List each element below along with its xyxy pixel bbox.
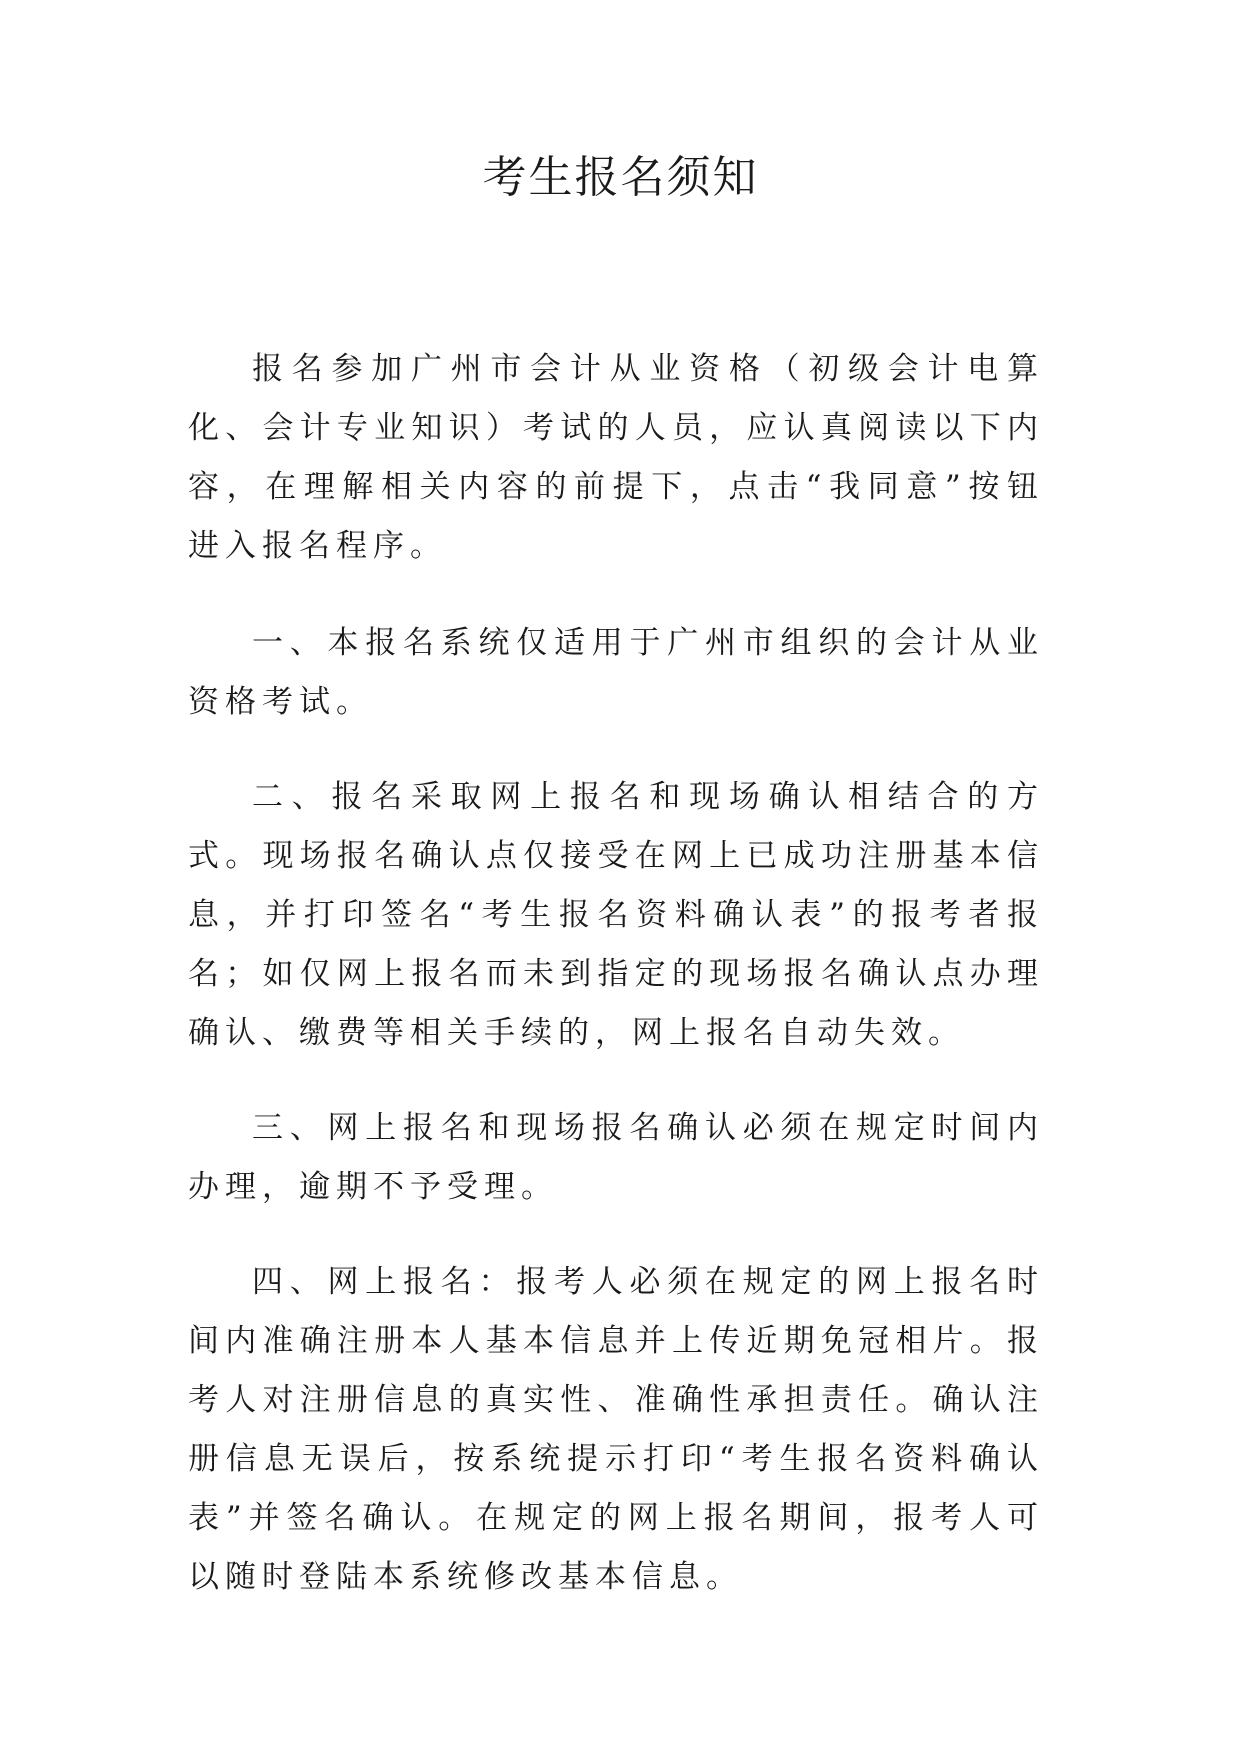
document-title: 考生报名须知 [482, 152, 759, 203]
item-paragraph-1: 一、本报名系统仅适用于广州市组织的会计从业资格考试。 [188, 625, 1044, 720]
intro-paragraph: 报名参加广州市会计从业资格（初级会计电算化、会计专业知识）考试的人员，应认真阅读以下内容，在理解相关内容的前提下，点击“我同意”按钮进入报名程序。 [188, 351, 1044, 564]
item-lead-heading: 网上报名： [327, 1264, 517, 1300]
item-paragraph-4 [188, 1253, 1044, 1607]
item-paragraph-2: 二、报名采取网上报名和现场确认相结合的方式。现场报名确认点仅接受在网上已成功注册基本信息，并打印签名“考生报名资料确认表”的报考者报名；如仅网上报名而未到指定的现场报名确认点办理确认、缴费等相关手续的，网上报名自动失效。 [188, 779, 1044, 1051]
document-body [188, 340, 1044, 1643]
item-paragraph-3: 三、网上报名和现场报名确认必须在规定时间内办理，逾期不予受理。 [188, 1110, 1044, 1205]
item-body-text: 报考人必须在规定的网上报名时间内准确注册本人基本信息并上传近期免冠相片。报考人对注册信息的真实性、准确性承担责任。确认注册信息无误后，按系统提示打印“考生报名资料确认表”并签名确认。在规定的网上报名期间，报考人可以随时登陆本系统修改基本信息。 [188, 1264, 1044, 1595]
item-prefix: 四、 [252, 1264, 328, 1300]
